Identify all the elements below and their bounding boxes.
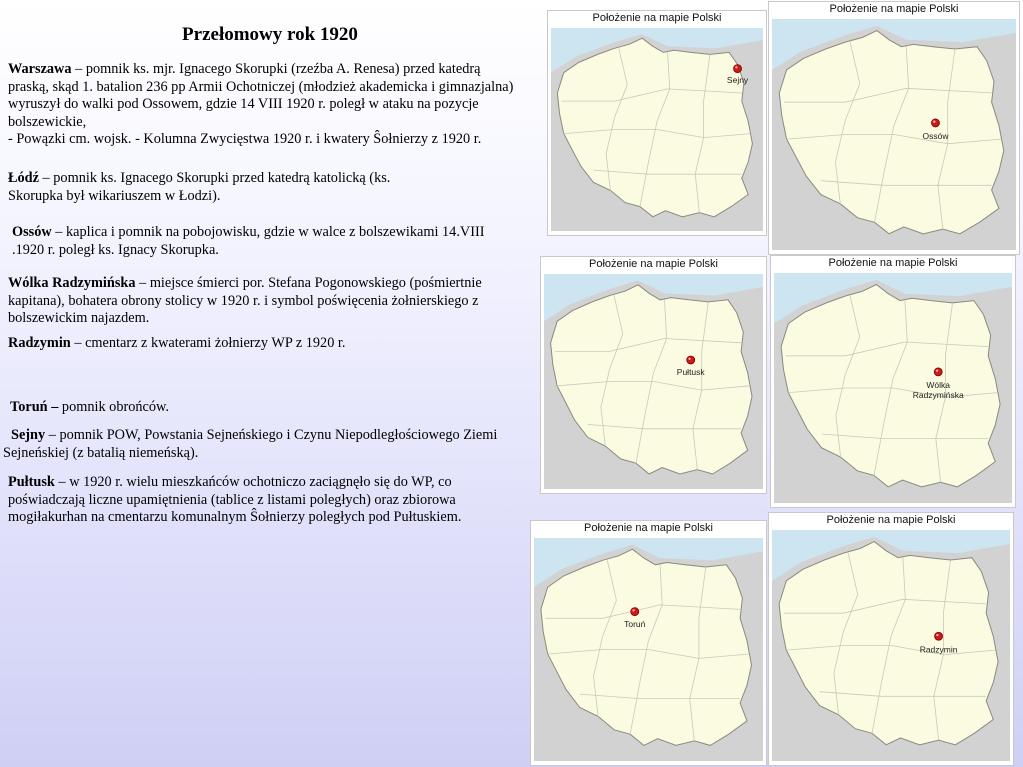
place-name-pultusk: Pułtusk bbox=[8, 474, 55, 490]
map-card-radzymin bbox=[768, 512, 1014, 766]
map-city-label: Ossów bbox=[922, 131, 949, 142]
paragraph-text-warszawa-1: – pomnik ks. mjr. Ignacego Skorupki (rzeźba A. Renesa) przed katedrą praską, skąd 1. batalion 236 pp Armii Ochotniczej (młodzież akademicka i gimnazjalna) wyruszył do walki pod Ossowem, gdzie 14 VIII 1920 r. poległ w ataku na pozycje bolszewickie, bbox=[8, 61, 514, 130]
location-marker-icon bbox=[734, 65, 742, 73]
paragraph-lodz bbox=[8, 170, 448, 205]
map-graphic bbox=[534, 538, 763, 761]
poland-map-radzymin bbox=[769, 530, 1013, 761]
map-heading-sejny: Położenie na mapie Polski bbox=[592, 12, 722, 24]
marker-highlight bbox=[632, 609, 634, 611]
map-city-label: Wólka bbox=[926, 380, 951, 390]
map-heading-ossow: Położenie na mapie Polski bbox=[829, 3, 959, 15]
paragraph-text-wolka: – miejsce śmierci por. Stefana Pogonowskiego (pośmiertnie kapitana), bohatera obrony stolicy w 1920 r. i symbol poświęcenia żołnierskiego z bolszewickim najazdem. bbox=[8, 275, 482, 326]
paragraph-text-pultusk: – w 1920 r. wielu mieszkańców ochotniczo zaciągnęło się do WP, co poświadczają liczne upamiętnienia (tablice z listami poległych) oraz zbiorowa mogiłakurhan na cmentarzu komunalnym Ŝołnierzy poległych pod Pułtuskiem. bbox=[8, 474, 462, 525]
map-card-sejny bbox=[547, 10, 767, 236]
location-marker-icon bbox=[934, 368, 942, 376]
place-name-warszawa: Warszawa bbox=[8, 61, 72, 77]
place-name-lodz: Łódź bbox=[8, 170, 39, 186]
map-card-ossow bbox=[768, 1, 1020, 255]
paragraph-ossow bbox=[12, 224, 490, 259]
paragraph-wolka bbox=[8, 275, 522, 328]
poland-map-sejny bbox=[548, 28, 766, 231]
map-heading-torun: Położenie na mapie Polski bbox=[583, 522, 714, 534]
map-heading-pultusk: Położenie na mapie Polski bbox=[588, 258, 719, 270]
place-name-torun: Toruń – bbox=[10, 399, 59, 415]
place-name-ossow: Ossów bbox=[12, 224, 52, 240]
map-graphic bbox=[772, 19, 1016, 250]
map-city-label: Radzymińska bbox=[912, 390, 964, 400]
paragraph-torun bbox=[10, 399, 410, 417]
paragraph-text-lodz: – pomnik ks. Ignacego Skorupki przed katedrą katolicką (ks. Skorupka był wikariuszem w Łodzi). bbox=[8, 170, 391, 204]
map-graphic bbox=[772, 530, 1010, 761]
map-graphic bbox=[544, 274, 763, 489]
paragraph-sejny bbox=[3, 427, 515, 462]
map-card-torun bbox=[530, 520, 767, 766]
map-city-label: Sejny bbox=[726, 74, 749, 85]
marker-highlight bbox=[735, 66, 737, 68]
marker-highlight bbox=[688, 358, 690, 360]
map-heading-wolka: Położenie na mapie Polski bbox=[828, 257, 958, 269]
paragraph-text-sejny: – pomnik POW, Powstania Sejneńskiego i Czynu Niepodległościowego Ziemi Sejneńskiej (z batalią niemeńską). bbox=[3, 427, 498, 461]
paragraph-text-torun: pomnik obrońców. bbox=[58, 399, 169, 415]
map-city-label: Toruń bbox=[624, 619, 646, 630]
marker-highlight bbox=[936, 634, 938, 636]
location-marker-icon bbox=[935, 632, 943, 640]
location-marker-icon bbox=[931, 119, 939, 127]
poland-map-pultusk bbox=[541, 274, 766, 489]
map-city-label: Pułtusk bbox=[676, 367, 705, 378]
location-marker-icon bbox=[687, 356, 695, 364]
paragraph-warszawa bbox=[8, 61, 522, 149]
poland-map-torun bbox=[531, 538, 766, 761]
paragraph-text-ossow: – kaplica i pomnik na pobojowisku, gdzie w walce z bolszewikami 14.VIII .1920 r. poległ ks. Ignacy Skorupka. bbox=[12, 224, 485, 258]
place-name-sejny: Sejny bbox=[11, 427, 46, 443]
paragraph-radzymin bbox=[8, 335, 380, 353]
poland-map-wolka bbox=[771, 273, 1015, 503]
map-card-pultusk bbox=[540, 256, 767, 494]
map-card-wolka bbox=[770, 255, 1016, 508]
page-title: Przełomowy rok 1920 bbox=[182, 24, 358, 45]
place-name-wolka: Wólka Radzymińska bbox=[8, 275, 136, 291]
marker-highlight bbox=[933, 121, 935, 123]
place-name-radzymin: Radzymin bbox=[8, 335, 71, 351]
map-heading-radzymin: Położenie na mapie Polski bbox=[826, 514, 956, 526]
map-graphic bbox=[551, 28, 763, 231]
location-marker-icon bbox=[631, 608, 639, 616]
marker-highlight bbox=[936, 370, 938, 372]
paragraph-text-radzymin: – cmentarz z kwaterami żołnierzy WP z 1920 r. bbox=[70, 335, 346, 351]
paragraph-text-warszawa-2: - Powązki cm. wojsk. - Kolumna Zwycięstwa 1920 r. i kwatery Ŝołnierzy z 1920 r. bbox=[8, 131, 482, 147]
map-graphic bbox=[774, 273, 1012, 503]
map-city-label: Radzymin bbox=[919, 644, 958, 655]
poland-map-ossow bbox=[769, 19, 1019, 250]
paragraph-pultusk bbox=[8, 474, 518, 527]
